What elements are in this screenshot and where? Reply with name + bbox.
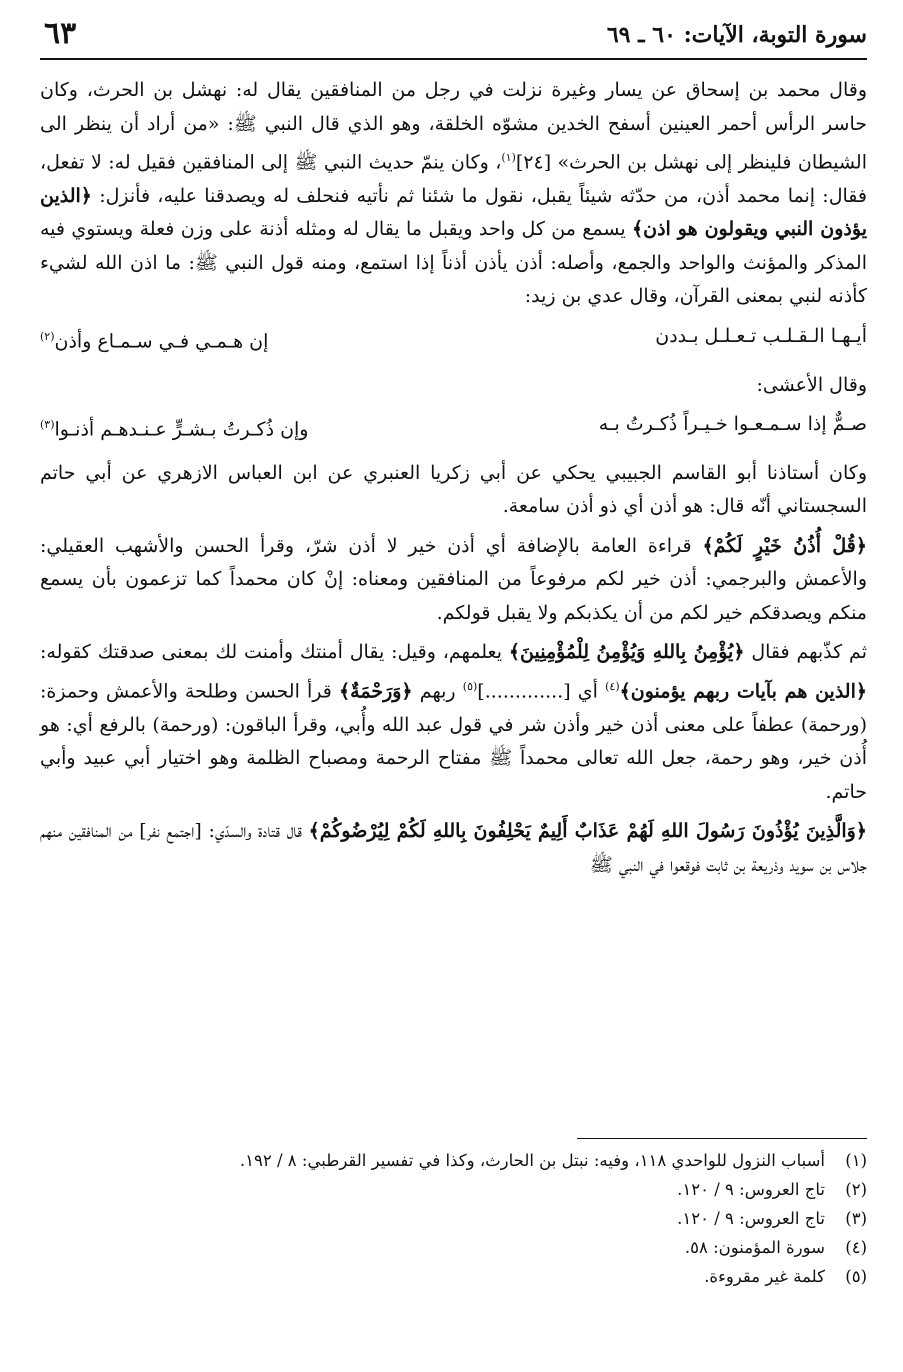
quran-quote: ﴿قُلْ أُذُنُ خَيْرٍ لَكُمْ﴾	[702, 534, 868, 557]
footnote: (٣) تاج العروس: ٩ / ١٢٠.	[677, 1209, 867, 1228]
poem-verse-1	[40, 320, 867, 359]
quran-quote: ﴿وَالَّذِينَ يُؤْذُونَ رَسُولَ اللهِ لَهُمْ عَذَابٌ أَلِيمٌ يَحْلِفُونَ بِاللهِ لَكُمْ لِيُرْضُوكُمْ﴾	[308, 820, 867, 843]
footnote-ref: (٤)	[605, 679, 620, 693]
page-header	[40, 14, 867, 60]
footnote-ref: (٢)	[40, 329, 55, 343]
footnote: (٤) سورة المؤمنون: ٥٨.	[684, 1238, 867, 1257]
verse-second-hemistich: إن هـمـي فـي سـمـاع وأذن$^{(٢)}$	[40, 329, 269, 353]
running-title: سورة التوبة، الآيات: ٦٠ ـ ٦٩	[606, 22, 867, 48]
quran-quote: ﴿وَرَحْمَةٌ﴾	[339, 680, 413, 703]
verse-first-hemistich: أيـهـا الـقـلـب تـعـلـل بـددن	[655, 324, 867, 347]
footnote-ref: (٣)	[40, 418, 55, 432]
footnote: (٥) كلمة غير مقروءة.	[704, 1267, 867, 1286]
footnote-ref: (٥)	[462, 679, 478, 693]
quran-quote: ﴿يُؤْمِنُ بِاللهِ وَيُؤْمِنُ لِلْمُؤْمِنِينَ﴾	[508, 641, 745, 664]
quran-quote: ﴿الذين هم بآيات ربهم يؤمنون﴾	[619, 680, 868, 703]
page-number: ٦٣	[44, 16, 77, 51]
quran-quote: ﴿الذين يؤذون النبي ويقولون هو اذن﴾	[40, 184, 867, 241]
poem-verse-2	[40, 408, 867, 447]
verse-second-hemistich: وإن ذُكـرتُ بـشـرٍّ عـنـدهـم أذنـوا$^{(٣)}$	[40, 418, 309, 441]
paragraph-1: وقال محمد بن إسحاق عن يسار وغيرة نزلت في رجل من المنافقين يقال له: نهشل بن الحرث، وكان حاسر الرأس أحمر العينين أسفح الخدين مشوّه الخلقة، وهو الذي قال النبي ﷺ: «من أراد أن ينظر الى الشيطان فلينظر إلى نهشل بن الحرث» [٢٤]$^{(١)}$، وكان ينمّ حديث النبي ﷺ إلى المنافقين فقيل له: لا تفعل، فقال: إنما محمد أذن، من حدّثه شيئاً يقبل، نقول ما شئنا ثم نأتيه فنحلف له ويصدقنا عليه، فأنزل: ﴿الذين يؤذون النبي ويقولون هو اذن﴾ يسمع من كل واحد ويقبل ما يقال له ومثله أذنة على وزن فعلة ويستوي فيه المذكر والمؤنث والواحد والجمع، وأصله: أذن يأذن أذناً إذا استمع، ومنه قول النبي ﷺ: ما اذن الله لشيء كأذنه لنبي بمعنى القرآن، وقال عدي بن زيد:	[40, 79, 868, 308]
footnote: (٢) تاج العروس: ٩ / ١٢٠.	[677, 1180, 867, 1199]
paragraph-5: ثم كذّبهم فقال ﴿يُؤْمِنُ بِاللهِ وَيُؤْمِنُ لِلْمُؤْمِنِينَ﴾ يعلمهم، وقيل: يقال أمنتك وأمنت لك بمعنى صدقتك كقوله: ﴿الذين هم بآيات ربهم يؤمنون﴾$^{(٤)}$ أي [.............]$^{(٥)}$ ربهم ﴿وَرَحْمَةٌ﴾ قرأ الحسن وطلحة والأعمش وحمزة: (ورحمة) عطفاً على معنى أذن خير وأذن شر في قول عبد الله وأُبي، وقرأ الباقون: (ورحمة) بالرفع أي: هو أُذن خير، وهو رحمة، جعل الله تعالى محمداً ﷺ مفتاح الرحمة ومصباح الظلمة وهو اختيار أبي عبيد وأبي حاتم.	[40, 641, 868, 803]
footnote-ref: (١)	[501, 151, 516, 164]
paragraph-6: ﴿وَالَّذِينَ يُؤْذُونَ رَسُولَ اللهِ لَهُمْ عَذَابٌ أَلِيمٌ يَحْلِفُونَ بِاللهِ لَكُمْ لِيُرْضُوكُمْ﴾ قال قتادة والسدّي: [اجتمع نفر] من المنافقين منهم جلاس بن سويد وذريعة بن ثابت فوقعوا في النبي ﷺ	[40, 820, 867, 876]
verse-first-hemistich: صـمٌّ إذا سـمـعـوا خـيـراً ذُكـرتُ بـه	[598, 413, 867, 436]
main-text	[40, 74, 867, 888]
footnote-separator	[577, 1138, 867, 1139]
paragraph-2: وقال الأعشى:	[756, 373, 867, 396]
paragraph-4: ﴿قُلْ أُذُنُ خَيْرٍ لَكُمْ﴾ قراءة العامة بالإضافة أي أذن خير لا أذن شرّ، وقرأ الحسن والأشهب العقيلي: والأعمش والبرجمي: أذن خير لكم مرفوعاً من المنافقين ومعناه: إنْ كان محمداً كما تزعمون بأن يسمع منكم ويصدقكم خير لكم من أن يكذبكم ولا يقبل قولكم.	[40, 534, 868, 624]
paragraph-3: وكان أستاذنا أبو القاسم الجبيبي يحكي عن أبي زكريا العنبري عن ابن العباس الازهري عن أبي حاتم السجستاني أنّه قال: هو أذن أي ذو أذن سامعة.	[40, 461, 867, 518]
footnotes	[40, 1146, 867, 1291]
footnote: (١) أسباب النزول للواحدي ١١٨، وفيه: نبتل بن الحارث، وكذا في تفسير القرطبي: ٨ / ١٩٢.	[239, 1151, 867, 1170]
